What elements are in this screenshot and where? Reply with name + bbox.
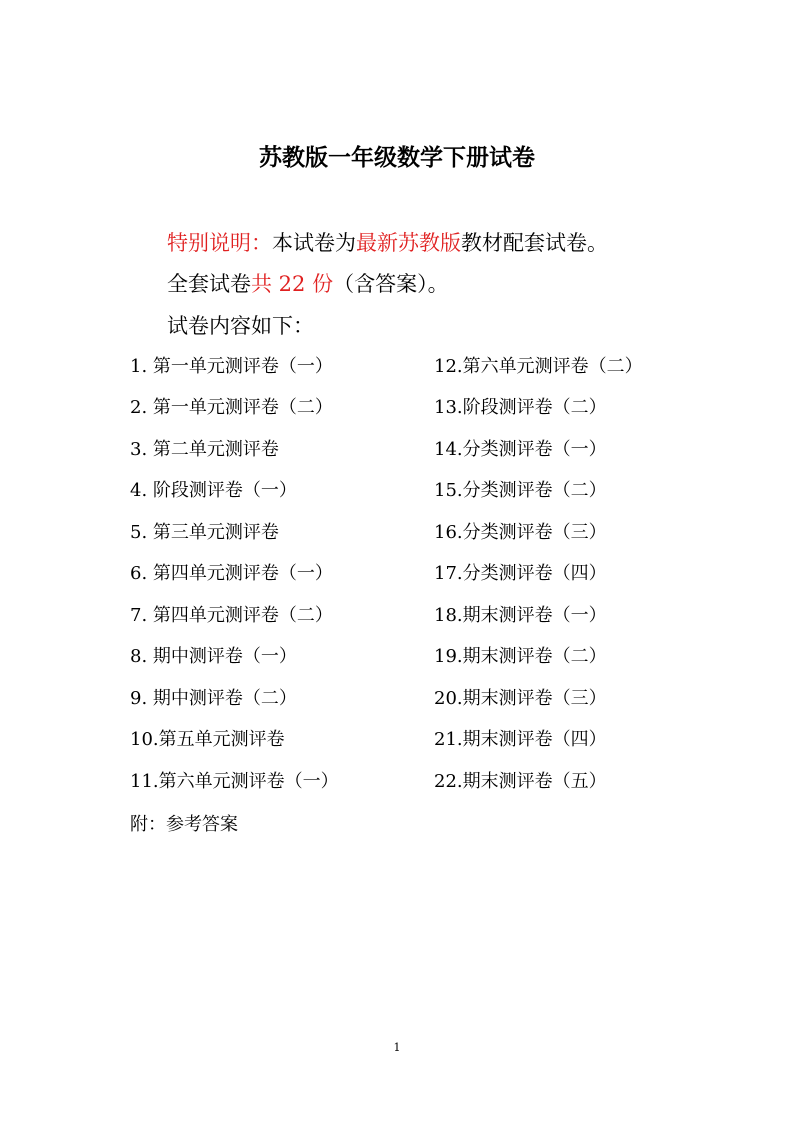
list-item: 21.期末测评卷（四）: [434, 729, 607, 750]
list-item: 4. 阶段测评卷（一）: [130, 480, 297, 501]
special-note-label: 特别说明：: [167, 231, 272, 255]
list-item: 11.第六单元测评卷（一）: [130, 771, 339, 792]
list-item: 19.期末测评卷（二）: [434, 646, 607, 667]
intro-text: 教材配套试卷。: [461, 231, 608, 255]
count-highlight: 共 22 份: [251, 272, 334, 296]
list-item: 12.第六单元测评卷（二）: [434, 356, 643, 377]
intro-line-2: [167, 268, 449, 300]
appendix-note: 附：参考答案: [130, 814, 238, 835]
list-item: 16.分类测评卷（三）: [434, 522, 607, 543]
list-item: 7. 第四单元测评卷（二）: [130, 605, 333, 626]
list-item: 10.第五单元测评卷: [130, 729, 285, 750]
list-item: 1. 第一单元测评卷（一）: [130, 356, 333, 377]
intro-line-3: 试卷内容如下：: [167, 314, 314, 338]
list-item: 18.期末测评卷（一）: [434, 605, 607, 626]
list-item: 5. 第三单元测评卷: [130, 522, 279, 543]
list-item: 6. 第四单元测评卷（一）: [130, 563, 333, 584]
edition-highlight: 最新苏教版: [356, 231, 461, 255]
intro-text: （含答案）。: [333, 272, 449, 296]
intro-text: 本试卷为: [272, 231, 356, 255]
list-item: 2. 第一单元测评卷（二）: [130, 397, 333, 418]
list-item: 9. 期中测评卷（二）: [130, 688, 297, 709]
list-item: 3. 第二单元测评卷: [130, 439, 279, 460]
list-item: 17.分类测评卷（四）: [434, 563, 607, 584]
page-number: 1: [393, 1041, 401, 1054]
list-item: 15.分类测评卷（二）: [434, 480, 607, 501]
list-item: 13.阶段测评卷（二）: [434, 397, 607, 418]
document-title: 苏教版一年级数学下册试卷: [259, 145, 535, 171]
intro-text: 全套试卷: [167, 272, 251, 296]
list-item: 22.期末测评卷（五）: [434, 771, 607, 792]
intro-line-1: [167, 227, 608, 259]
list-item: 20.期末测评卷（三）: [434, 688, 607, 709]
list-item: 14.分类测评卷（一）: [434, 439, 607, 460]
list-item: 8. 期中测评卷（一）: [130, 646, 297, 667]
